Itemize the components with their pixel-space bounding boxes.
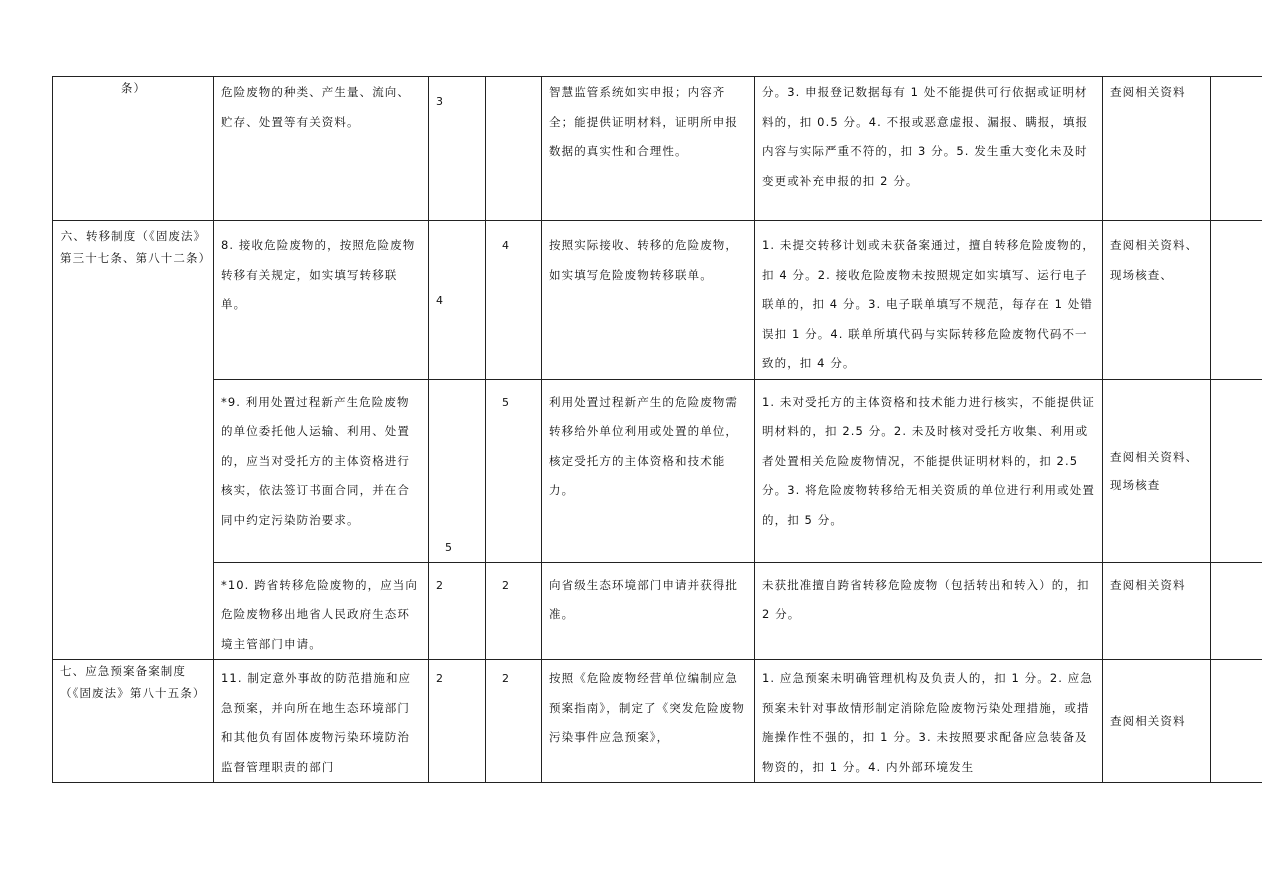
method-cell: 查阅相关资料、现场核查、: [1103, 221, 1211, 380]
method-cell: 查阅相关资料: [1103, 562, 1211, 660]
method-cell: 查阅相关资料、现场核查: [1103, 379, 1211, 562]
score-b-cell: 5: [486, 379, 542, 562]
basis-cell: 向省级生态环境部门申请并获得批准。: [542, 562, 755, 660]
method-cell: 查阅相关资料: [1103, 660, 1211, 783]
table-row: [53, 660, 1262, 783]
score-a-text: 5: [445, 540, 452, 554]
score-b-cell: [486, 77, 542, 221]
basis-cell: 按照《危险废物经营单位编制应急预案指南》，制定了《突发危险废物污染事件应急预案》，: [542, 660, 755, 783]
criteria-cell: 1. 未对受托方的主体资格和技术能力进行核实，不能提供证明材料的，扣 2.5 分。2. 未及时核对受托方收集、利用或者处置相关危险废物情况，不能提供证明材料的，扣 2.5 分。3. 将危险废物转移给无相关资质的单位进行利用或处置的，扣 5 分。: [755, 379, 1103, 562]
criteria-cell: 1. 应急预案未明确管理机构及负责人的，扣 1 分。2. 应急预案未针对事故情形制定消除危险废物污染处理措施，或措施操作性不强的，扣 1 分。3. 未按照要求配备应急装备及物资的，扣 1 分。4. 内外部环境发生: [755, 660, 1103, 783]
criteria-cell: 1. 未提交转移计划或未获备案通过，擅自转移危险废物的，扣 4 分。2. 接收危险废物未按照规定如实填写、运行电子联单的，扣 4 分。3. 电子联单填写不规范，每存在 1 处错误扣 1 分。4. 联单所填代码与实际转移危险废物代码不一致的，扣 4 分。: [755, 221, 1103, 380]
score-a-cell: 3: [429, 77, 486, 221]
score-a-cell: [429, 379, 486, 562]
score-a-cell: [429, 221, 486, 380]
requirement-cell: *9. 利用处置过程新产生危险废物的单位委托他人运输、利用、处置的，应当对受托方的主体资格进行核实，依法签订书面合同，并在合同中约定污染防治要求。: [214, 379, 429, 562]
table-row: [53, 562, 1262, 660]
remark-cell: [1211, 379, 1262, 562]
requirement-cell: *10. 跨省转移危险废物的，应当向危险废物移出地省人民政府生态环境主管部门申请。: [214, 562, 429, 660]
remark-cell: [1211, 77, 1262, 221]
inspection-table: [52, 76, 1262, 783]
table-row: [53, 221, 1262, 380]
score-b-cell: 2: [486, 562, 542, 660]
basis-cell: 按照实际接收、转移的危险废物，如实填写危险废物转移联单。: [542, 221, 755, 380]
score-b-cell: 2: [486, 660, 542, 783]
method-text: 查阅相关资料: [1110, 85, 1186, 99]
requirement-cell: 危险废物的种类、产生量、流向、贮存、处置等有关资料。: [214, 77, 429, 221]
basis-cell: 智慧监管系统如实申报；内容齐全；能提供证明材料，证明所申报数据的真实性和合理性。: [542, 77, 755, 221]
requirement-cell: 11. 制定意外事故的防范措施和应急预案，并向所在地生态环境部门和其他负有固体废物污染环境防治监督管理职责的部门: [214, 660, 429, 783]
remark-cell: [1211, 221, 1262, 380]
score-a-text: 4: [436, 293, 443, 307]
remark-cell: [1211, 660, 1262, 783]
criteria-cell: 分。3. 申报登记数据每有 1 处不能提供可行依据或证明材料的，扣 0.5 分。4. 不报或恶意虚报、漏报、瞒报，填报内容与实际严重不符的，扣 3 分。5. 发生重大变化未及时变更或补充申报的扣 2 分。: [755, 77, 1103, 221]
criteria-cell: 未获批准擅自跨省转移危险废物（包括转出和转入）的，扣 2 分。: [755, 562, 1103, 660]
category-cell: 六、转移制度（《固废法》第三十七条、第八十二条）: [53, 221, 214, 660]
method-cell: [1103, 77, 1211, 221]
score-b-cell: 4: [486, 221, 542, 380]
table-row: [53, 379, 1262, 562]
category-cell: 七、应急预案备案制度（《固废法》第八十五条）: [53, 660, 214, 783]
remark-cell: [1211, 562, 1262, 660]
table-row: [53, 77, 1262, 221]
basis-cell: 利用处置过程新产生的危险废物需转移给外单位利用或处置的单位，核定受托方的主体资格和技术能力。: [542, 379, 755, 562]
requirement-cell: 8. 接收危险废物的，按照危险废物转移有关规定，如实填写转移联单。: [214, 221, 429, 380]
category-cell: 条）: [53, 77, 214, 221]
score-a-cell: 2: [429, 660, 486, 783]
score-a-cell: 2: [429, 562, 486, 660]
